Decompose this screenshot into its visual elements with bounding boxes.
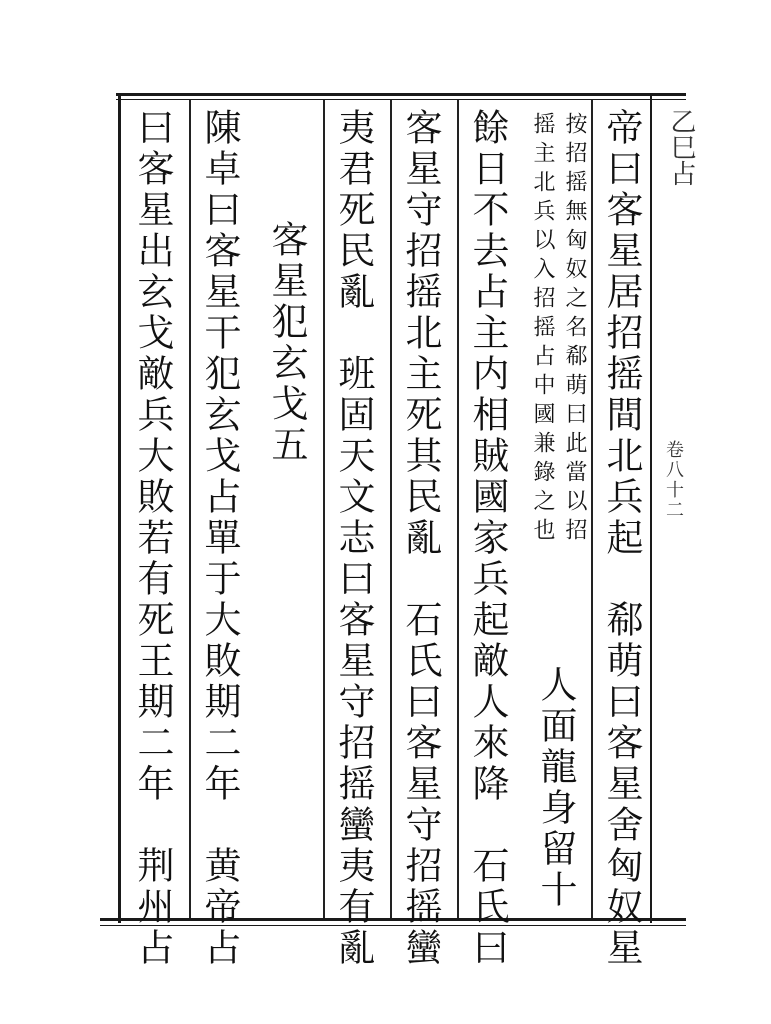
book-title: 乙巳占 <box>666 108 696 186</box>
annotation-column-1: 按招摇無匈奴之名郗萌曰此當以招 <box>562 112 587 547</box>
column-divider <box>457 100 459 918</box>
text-column-4: 客星守招摇北主死其民亂 石氏曰客星守招摇蠻 <box>399 108 442 969</box>
column-divider <box>323 100 325 918</box>
bottom-border <box>100 918 686 921</box>
text-column-1: 帝曰客星居招摇間北兵起 郗萌曰客星舍匈奴星 <box>600 108 643 969</box>
text-column-1-tail: 人面龍身留十 <box>534 665 577 911</box>
text-column-5: 夷君死民亂 班固天文志曰客星守招摇蠻夷有亂 <box>332 108 375 969</box>
volume-number: 卷八十二 <box>663 440 684 520</box>
column-divider <box>591 100 593 918</box>
bottom-border-inner <box>100 925 686 926</box>
section-heading: 客星犯玄戈五 <box>265 220 308 466</box>
text-column-8: 曰客星出玄戈敵兵大敗若有死王期二年 荆州占 <box>131 108 174 969</box>
top-border <box>116 93 686 96</box>
top-border-inner <box>116 99 686 100</box>
column-divider <box>189 100 191 918</box>
left-border <box>118 93 121 923</box>
margin-border <box>650 93 652 923</box>
annotation-column-2: 摇主北兵以入招摇占中國兼錄之也 <box>530 112 555 547</box>
text-column-7: 陳卓曰客星干犯玄戈占單于大敗期二年 黄帝占 <box>198 108 241 969</box>
column-divider <box>390 100 392 918</box>
text-column-3: 餘日不去占主内相賊國家兵起敵人來降 石氏曰 <box>466 108 509 969</box>
